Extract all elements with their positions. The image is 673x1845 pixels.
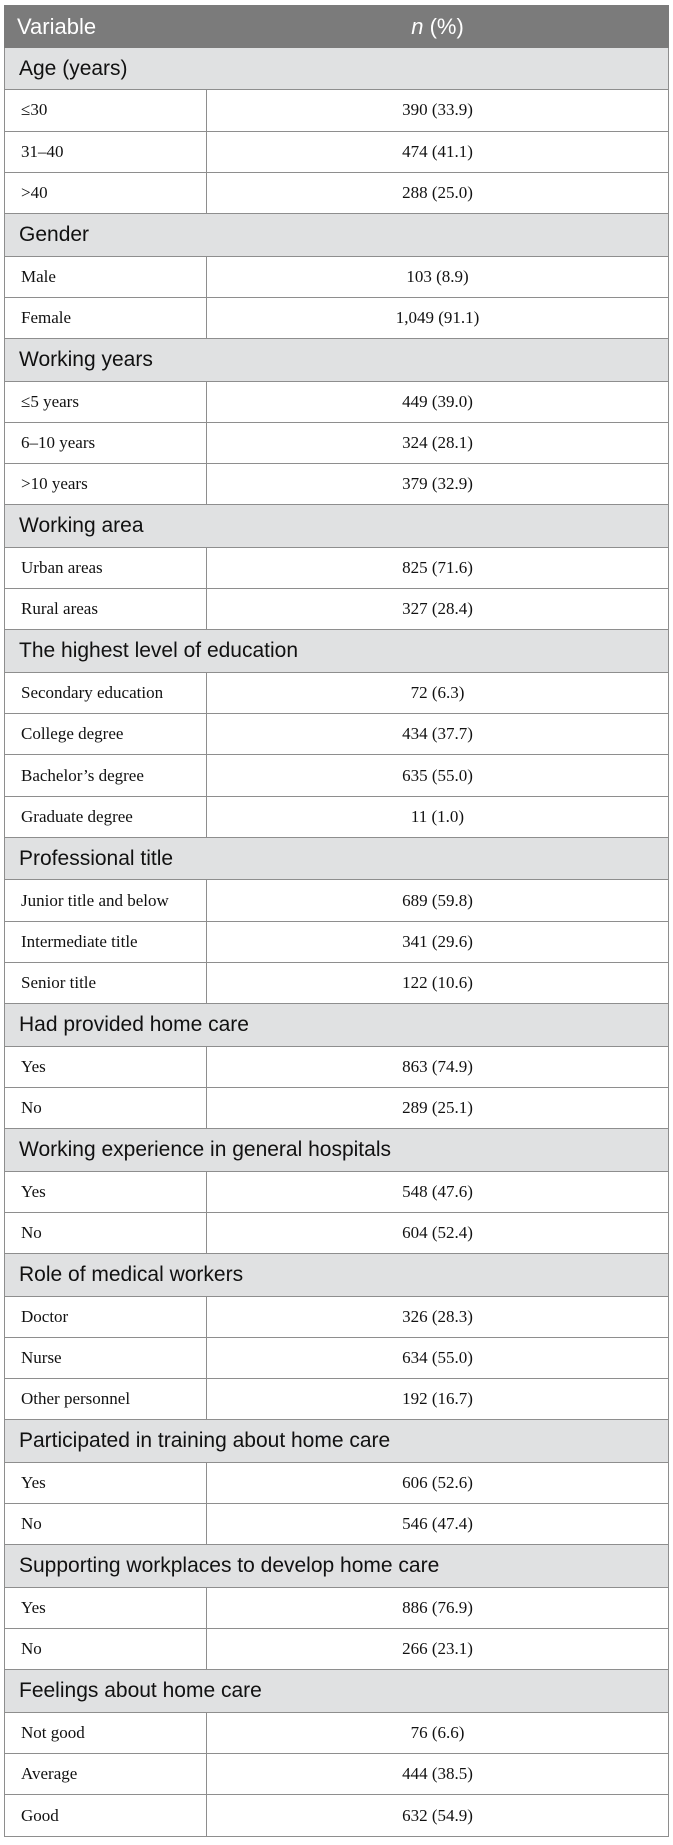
section-title: Working experience in general hospitals — [5, 1129, 669, 1171]
section-title: Supporting workplaces to develop home care — [5, 1545, 669, 1587]
row-value: 434 (37.7) — [207, 714, 669, 755]
row-label: Secondary education — [5, 672, 207, 713]
section-header-row — [5, 838, 669, 880]
row-value: 444 (38.5) — [207, 1754, 669, 1795]
row-label: Rural areas — [5, 589, 207, 630]
row-label: Bachelor’s degree — [5, 755, 207, 796]
section-header-row — [5, 1254, 669, 1296]
demographics-table — [4, 5, 669, 1837]
row-value: 606 (52.6) — [207, 1462, 669, 1503]
row-value: 341 (29.6) — [207, 921, 669, 962]
section-header-row — [5, 505, 669, 547]
row-value: 632 (54.9) — [207, 1795, 669, 1837]
table-row — [5, 90, 669, 131]
table-row — [5, 672, 669, 713]
section-header-row — [5, 339, 669, 381]
section-header-row — [5, 1004, 669, 1046]
section-title: Working years — [5, 339, 669, 381]
row-label: Female — [5, 297, 207, 338]
row-value: 548 (47.6) — [207, 1171, 669, 1212]
section-title: Participated in training about home care — [5, 1420, 669, 1462]
row-label: College degree — [5, 714, 207, 755]
row-value: 192 (16.7) — [207, 1379, 669, 1420]
section-header-row — [5, 630, 669, 672]
table-row — [5, 589, 669, 630]
row-label: ≤30 — [5, 90, 207, 131]
header-n-percent — [207, 6, 669, 48]
table-row — [5, 131, 669, 172]
section-header-row — [5, 1670, 669, 1712]
table-row — [5, 921, 669, 962]
table-row — [5, 796, 669, 837]
row-value: 11 (1.0) — [207, 796, 669, 837]
row-label: >10 years — [5, 464, 207, 505]
table-row — [5, 1754, 669, 1795]
section-title: Gender — [5, 214, 669, 256]
section-title: Feelings about home care — [5, 1670, 669, 1712]
table-row — [5, 1462, 669, 1503]
table-row — [5, 464, 669, 505]
table-row — [5, 256, 669, 297]
section-title: Working area — [5, 505, 669, 547]
row-value: 122 (10.6) — [207, 962, 669, 1003]
row-label: Nurse — [5, 1337, 207, 1378]
row-label: No — [5, 1087, 207, 1128]
row-value: 604 (52.4) — [207, 1212, 669, 1253]
row-label: Male — [5, 256, 207, 297]
row-label: 31–40 — [5, 131, 207, 172]
row-value: 546 (47.4) — [207, 1504, 669, 1545]
header-n: n — [411, 13, 424, 39]
table-body — [5, 48, 669, 1837]
table-row — [5, 1087, 669, 1128]
row-label: Yes — [5, 1046, 207, 1087]
row-value: 72 (6.3) — [207, 672, 669, 713]
row-value: 449 (39.0) — [207, 381, 669, 422]
row-value: 634 (55.0) — [207, 1337, 669, 1378]
section-header-row — [5, 48, 669, 90]
table-row — [5, 1504, 669, 1545]
row-label: Doctor — [5, 1296, 207, 1337]
row-label: Graduate degree — [5, 796, 207, 837]
row-label: No — [5, 1212, 207, 1253]
table-row — [5, 1712, 669, 1753]
table-row — [5, 1296, 669, 1337]
header-variable: Variable — [5, 6, 207, 48]
section-header-row — [5, 1129, 669, 1171]
row-label: Intermediate title — [5, 921, 207, 962]
row-label: Average — [5, 1754, 207, 1795]
row-label: Other personnel — [5, 1379, 207, 1420]
table-row — [5, 1629, 669, 1670]
row-label: Urban areas — [5, 547, 207, 588]
section-title: The highest level of education — [5, 630, 669, 672]
table-row — [5, 1171, 669, 1212]
table-row — [5, 1046, 669, 1087]
row-value: 390 (33.9) — [207, 90, 669, 131]
table-row — [5, 547, 669, 588]
row-value: 289 (25.1) — [207, 1087, 669, 1128]
row-label: >40 — [5, 172, 207, 213]
row-value: 825 (71.6) — [207, 547, 669, 588]
table-row — [5, 962, 669, 1003]
row-label: Senior title — [5, 962, 207, 1003]
row-value: 863 (74.9) — [207, 1046, 669, 1087]
row-value: 379 (32.9) — [207, 464, 669, 505]
row-label: Good — [5, 1795, 207, 1837]
table-row — [5, 1379, 669, 1420]
row-label: Yes — [5, 1587, 207, 1628]
table-row — [5, 172, 669, 213]
row-value: 327 (28.4) — [207, 589, 669, 630]
table-row — [5, 1337, 669, 1378]
row-label: Yes — [5, 1462, 207, 1503]
row-value: 635 (55.0) — [207, 755, 669, 796]
row-value: 689 (59.8) — [207, 880, 669, 921]
row-value: 1,049 (91.1) — [207, 297, 669, 338]
table-header-row — [5, 6, 669, 48]
row-label: ≤5 years — [5, 381, 207, 422]
table-row — [5, 297, 669, 338]
header-pct: (%) — [423, 13, 464, 39]
table-row — [5, 422, 669, 463]
section-header-row — [5, 1545, 669, 1587]
table-row — [5, 880, 669, 921]
section-title: Age (years) — [5, 48, 669, 90]
row-value: 326 (28.3) — [207, 1296, 669, 1337]
section-header-row — [5, 214, 669, 256]
row-label: No — [5, 1629, 207, 1670]
table-row — [5, 1795, 669, 1837]
row-value: 886 (76.9) — [207, 1587, 669, 1628]
section-title: Professional title — [5, 838, 669, 880]
row-value: 474 (41.1) — [207, 131, 669, 172]
row-value: 76 (6.6) — [207, 1712, 669, 1753]
table-row — [5, 755, 669, 796]
table-row — [5, 714, 669, 755]
row-value: 324 (28.1) — [207, 422, 669, 463]
section-header-row — [5, 1420, 669, 1462]
row-label: Yes — [5, 1171, 207, 1212]
table-row — [5, 1587, 669, 1628]
row-value: 288 (25.0) — [207, 172, 669, 213]
row-label: Junior title and below — [5, 880, 207, 921]
section-title: Role of medical workers — [5, 1254, 669, 1296]
table-row — [5, 1212, 669, 1253]
row-label: No — [5, 1504, 207, 1545]
table-row — [5, 381, 669, 422]
row-label: Not good — [5, 1712, 207, 1753]
row-label: 6–10 years — [5, 422, 207, 463]
row-value: 266 (23.1) — [207, 1629, 669, 1670]
row-value: 103 (8.9) — [207, 256, 669, 297]
section-title: Had provided home care — [5, 1004, 669, 1046]
